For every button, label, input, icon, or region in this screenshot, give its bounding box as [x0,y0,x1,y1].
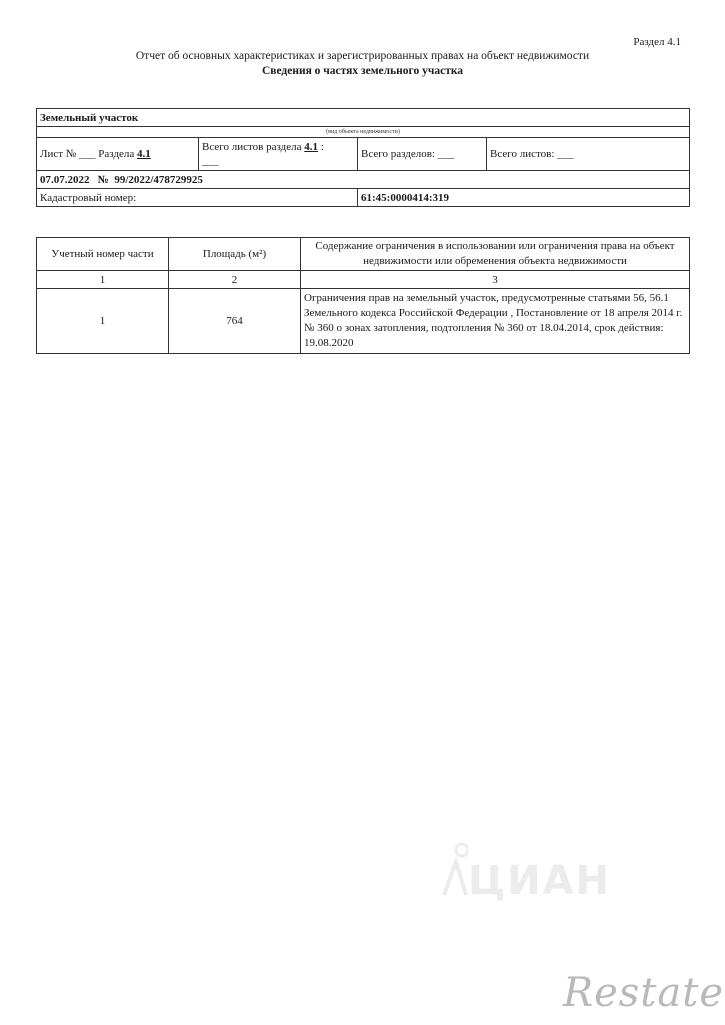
total-sheets-blank: ___ [557,148,574,160]
section-value: 4.1 [137,148,151,160]
extract-number: 99/2022/478729925 [114,173,203,186]
table-header-row [37,238,690,271]
cadastral-label: Кадастровый номер: [37,189,358,207]
total-sections-cell [358,138,487,171]
col-number-1: 1 [37,271,169,289]
sheet-number-cell [37,138,199,171]
extract-id-cell [37,171,690,189]
total-sheets-cell [487,138,690,171]
table-row [37,289,690,354]
col-number-2: 2 [169,271,301,289]
total-sheets-section-blank: ___ [202,155,219,167]
sheet-blank: ___ [79,148,96,160]
part-number: 1 [37,289,169,354]
section-label: Раздел 4.1 [633,36,681,48]
cadastral-number: 61:45:0000414:319 [358,189,690,207]
object-type: Земельный участок [37,109,690,127]
section-word: Раздела [98,148,135,160]
total-sheets-section-tail: : [320,141,324,153]
col-number-3: 3 [301,271,690,289]
watermark-cian-text: ЦИАН [468,858,612,904]
watermark-person-icon [438,840,468,900]
number-sign: № [97,173,109,186]
total-sheets-section-value: 4.1 [304,141,318,153]
column-number-row [37,271,690,289]
part-area: 764 [169,289,301,354]
report-subtitle: Сведения о частях земельного участка [261,65,464,77]
land-parts-table [36,237,690,354]
object-info-table [36,108,690,207]
total-sheets-section-cell [199,138,358,171]
restriction-content: Ограничения прав на земельный участок, предусмотренные статьями 56, 56.1 Земельного кодекса Российской Федерации , Постановление от 18 апреля 2014 г. № 360 о зонах затопления, подтопления № 360 от 18.04.2014, срок действия: 19.08.2020 [301,289,690,354]
col-header-content: Содержание ограничения в использовании или ограничения права на объект недвижимости или обременения объекта недвижимости [301,238,690,271]
extract-date: 07.07.2022 [40,173,90,186]
total-sheets-section-label: Всего листов раздела [202,141,302,153]
object-type-caption: (вид объекта недвижимости) [37,127,690,138]
col-header-area: Площадь (м²) [169,238,301,271]
col-header-part-number: Учетный номер части [37,238,169,271]
report-title: Отчет об основных характеристиках и зарегистрированных правах на объект недвижимости [135,50,590,62]
total-sections-blank: ___ [437,148,455,160]
restate-logo: Restate [563,970,724,1016]
total-sections-label: Всего разделов: [361,148,435,160]
total-sheets-label: Всего листов: [490,148,555,160]
sheet-label: Лист № [40,148,77,160]
